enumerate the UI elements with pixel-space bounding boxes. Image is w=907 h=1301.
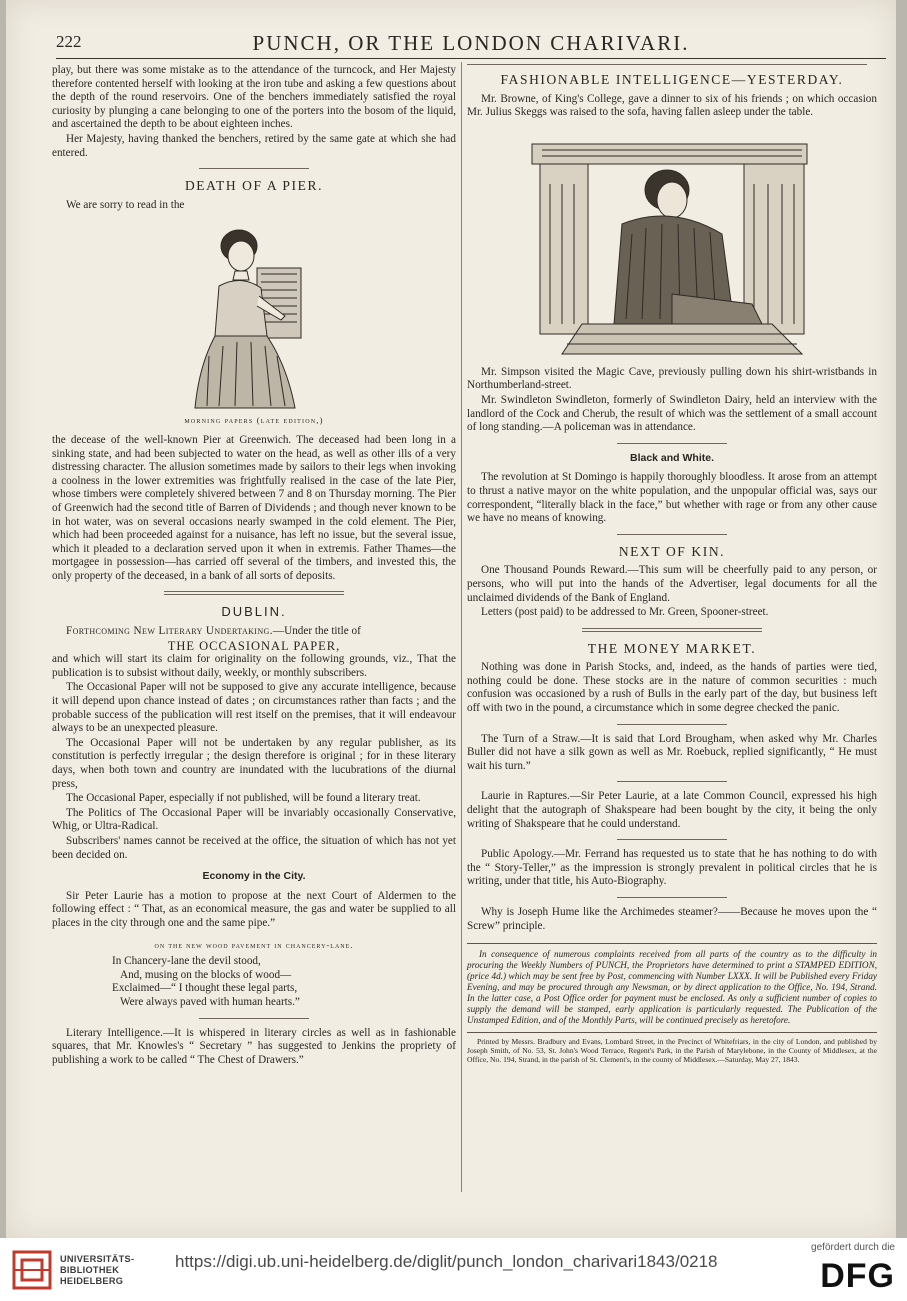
divider bbox=[617, 839, 727, 840]
money-market-body: Nothing was done in Parish Stocks, and, indeed, as the hands of parties were tied, nothing could be done. These stocks are in the nature of common securities : much confusion was occasioned by a rush of Bulls in the early part of the day, but business left off with two in the pound, a circumstance which in some degree checked the panic. bbox=[467, 661, 877, 715]
poem-line: Were always paved with human hearts.” bbox=[120, 995, 300, 1008]
dublin-paragraph: The Occasional Paper will not be undertaken by any regular publisher, as its constitution is perfectly irregular ; the design therefore is original ; for in these literary days, when both town and country are inundated with the lucubrations of the diurnal press, bbox=[52, 736, 456, 790]
dublin-paragraph: Subscribers' names cannot be received at the office, the situation of which has not yet been decided on. bbox=[52, 834, 456, 861]
laurie-item: Laurie in Raptures.—Sir Peter Laurie, at a late Common Council, expressed his high delight that the autograph of Shakspeare had been bought by the city, it being the only writing of Shakspeare that he could understand. bbox=[467, 790, 877, 830]
apology-item: Public Apology.—Mr. Ferrand has requested us to state that he has nothing to do with the “ Story-Teller,” as the impression is strongly prevalent in political circles that he is writing, under that title, his Auto-Biography. bbox=[467, 848, 877, 888]
funded-by-label: gefördert durch die bbox=[811, 1242, 895, 1253]
divider bbox=[617, 724, 727, 725]
divider bbox=[164, 591, 344, 595]
pier-illustration bbox=[189, 216, 319, 412]
occasional-paper-title: THE OCCASIONAL PAPER, bbox=[167, 638, 341, 653]
straw-item: The Turn of a Straw.—It is said that Lord Brougham, when asked why Mr. Charles Buller did not have a silk gown as well as Mr. Roebuck, replied significantly, “ He must wait his turn.” bbox=[467, 732, 877, 772]
dfg-logo: DFG bbox=[820, 1257, 895, 1295]
economy-body: Sir Peter Laurie has a motion to propose at the next Court of Aldermen to the following effect : “ That, as an economical measure, the gas and water be supplied to all places in the city through one and the same pipe.” bbox=[52, 889, 456, 929]
next-of-kin-paragraph: One Thousand Pounds Reward.—This sum will be cheerfully paid to any person, or persons, who will put into the hands of the Advertiser, legal documents for all the unclaimed dividends of the Bank of England. bbox=[467, 564, 877, 604]
library-name-line: BIBLIOTHEK bbox=[60, 1265, 120, 1275]
divider bbox=[582, 628, 762, 632]
poem-title: on the new wood pavement in chancery-lane. bbox=[154, 939, 354, 950]
pier-lead: We are sorry to read in the bbox=[66, 198, 185, 211]
dublin-paragraph: The Occasional Paper, especially if not published, will be found a literary treat. bbox=[66, 792, 421, 805]
fashion-paragraph: Mr. Browne, of King's College, gave a dinner to six of his friends ; on which occasion Mr. Julius Skeggs was raised to the sofa, having fallen asleep under the table. bbox=[467, 92, 877, 119]
dublin-paragraph: The Politics of The Occasional Paper will be invariably occasionally Conservative, Whig, or Ultra-Radical. bbox=[52, 806, 456, 833]
printer-imprint: Printed by Messrs. Bradbury and Evans, Lombard Street, in the Precinct of Whitefriars, in the city of London, and published by Joseph Smith, of No. 53, St. John's Wood Terrace, Regent's Park, in the Parish of Marylebone, in the County of Middlesex, at the Office, No. 194, Strand, in the parish of St. Clement's, in the county of Middlesex.—Saturday, May 27, 1843. bbox=[467, 1032, 877, 1064]
divider bbox=[617, 534, 727, 535]
cartoon-illustration bbox=[522, 124, 822, 364]
economy-headline: Economy in the City. bbox=[202, 870, 306, 883]
poem-line: Exclaimed—“ I thought these legal parts, bbox=[112, 982, 298, 995]
dublin-paragraph: and which will start its claim for originality on the following grounds, viz., That the publication is to subsist without daily, weekly, or monthly subscribers. bbox=[52, 653, 456, 679]
library-name bbox=[60, 1254, 134, 1287]
dublin-lead-smallcaps: Forthcoming New Literary Undertaking. bbox=[66, 625, 273, 638]
pier-body: the decease of the well-known Pier at Greenwich. The deceased had been long in a sinking state, and had been subjected to water on the head, as well as other ills of a very distressing character. The allusion sometimes made by sailors to their legs when invoking a coolness in the lower extremities was frightfully realised in the case of the late Pier, whose timbers were completely shivered between 7 and 8 on Thursday morning. The Pier of Greenwich had the second title of Barren of Dividends ; and though never known to be in hot water, was on several occasions nearly swamped in the cold element. The Pier, which had been proceeded against for a nuisance, has left no issue, but the several issue, which it pleaded to a declaration served upon it when in extremis. Father Thames—the mortgagee in possession—has carried off several of the timbers, and invested this, the only property of the deceased, in a bank of all sorts of deposits. bbox=[52, 433, 456, 582]
stamped-edition-notice: In consequence of numerous complaints received from all parts of the country as to the difficulty in procuring the Weekly Numbers of PUNCH, the Proprietors have determined to print a STAMPED EDITION, (price 4d.) which may be sent free by Post, commencing with Number LXXX. It will be Published every Friday Evening, and may be procured through any Newsman, or by direct application to the Office, No. 194, Strand. In the latter case, a Post Office order for payment must be enclosed. As only a sufficient number of copies to supply the demand will be stamped, early application is particularly requested. The Publication of the Unstamped Edition, and of the Monthly Parts, will be continued precisely as heretofore. bbox=[467, 943, 877, 1026]
pier-headline: DEATH OF A PIER. bbox=[184, 178, 324, 194]
column-divider bbox=[461, 62, 462, 1192]
right-column bbox=[467, 64, 877, 1065]
dublin-paragraph: The Occasional Paper will not be supposed to give any accurate intelligence, because it will depend upon chance instead of dates ; on circumstances rather than facts ; and the probable success of the publication will rest itself on the premises, that it will endeavour always to be an unexpected pleasure. bbox=[52, 681, 456, 735]
page-number: 222 bbox=[56, 32, 82, 51]
page-header bbox=[56, 30, 886, 59]
hume-item: Why is Joseph Hume like the Archimedes steamer?——Because he moves upon the “ Screw” principle. bbox=[467, 906, 877, 932]
poem-line: And, musing on the blocks of wood— bbox=[120, 968, 292, 981]
permalink-url[interactable]: https://digi.ub.uni-heidelberg.de/diglit/punch_london_charivari1843/0218 bbox=[175, 1252, 718, 1271]
literary-intelligence: Literary Intelligence.—It is whispered in literary circles as well as in fashionable squares, that Mr. Knowles's “ Secretary ” has suggested to Jenkins the propriety of publishing a work to be called “ The Chest of Drawers.” bbox=[52, 1026, 456, 1066]
left-column bbox=[52, 64, 456, 1068]
dublin-headline: DUBLIN. bbox=[221, 604, 287, 620]
viewer-footer bbox=[0, 1238, 907, 1301]
fashion-paragraph: Mr. Swindleton Swindleton, formerly of Swindleton Dairy, held an interview with the landlord of the Cock and Cherub, the result of which was the settlement of a small account of long standing.—A policeman was in attendance. bbox=[467, 393, 877, 434]
divider bbox=[617, 443, 727, 444]
divider bbox=[199, 1018, 309, 1019]
poem-line: In Chancery-lane the devil stood, bbox=[112, 955, 261, 968]
black-white-headline: Black and White. bbox=[629, 451, 714, 464]
dublin-lead-rest: —Under the title of bbox=[272, 625, 361, 638]
intro-paragraph-2: Her Majesty, having thanked the benchers, retired by the same gate at which she had entered. bbox=[52, 132, 456, 159]
divider bbox=[467, 64, 867, 65]
fashion-paragraph: Mr. Simpson visited the Magic Cave, previously pulling down his shirt-wristbands in Northumberland-street. bbox=[467, 365, 877, 392]
library-name-line: HEIDELBERG bbox=[60, 1276, 124, 1286]
money-market-headline: THE MONEY MARKET. bbox=[587, 640, 757, 656]
library-name-line: UNIVERSITÄTS- bbox=[60, 1254, 135, 1264]
divider bbox=[617, 897, 727, 898]
next-of-kin-paragraph: Letters (post paid) to be addressed to Mr. Green, Spooner-street. bbox=[481, 606, 769, 619]
fashion-headline: FASHIONABLE INTELLIGENCE—YESTERDAY. bbox=[500, 72, 844, 87]
masthead: PUNCH, OR THE LONDON CHARIVARI. bbox=[252, 31, 690, 55]
divider bbox=[199, 168, 309, 169]
poem bbox=[112, 955, 456, 1009]
pier-caption: morning papers (late edition,) bbox=[184, 415, 324, 426]
divider bbox=[617, 781, 727, 782]
university-seal-icon bbox=[10, 1248, 54, 1292]
next-of-kin-headline: NEXT OF KIN. bbox=[618, 543, 726, 559]
newspaper-page bbox=[6, 0, 896, 1238]
intro-paragraph: play, but there was some mistake as to the attendance of the turncock, and Her Majesty therefore contented herself with looking at the iron tube and asking a few questions about the depth of the round reservoirs. One of the benchers immediately satisfied the royal curiosity by plunging a cane belonging to one of the porters into the bosom of the liquid, and ascertained the depth to be about eighteen inches. bbox=[52, 64, 456, 131]
black-white-body: The revolution at St Domingo is happily thoroughly bloodless. It arose from an attempt to thrust a native mayor on the white population, and the unpopular official was, says our correspondent, “literally black in the face,” but whether with rage or from any other cause we have no means of knowing. bbox=[467, 471, 877, 525]
